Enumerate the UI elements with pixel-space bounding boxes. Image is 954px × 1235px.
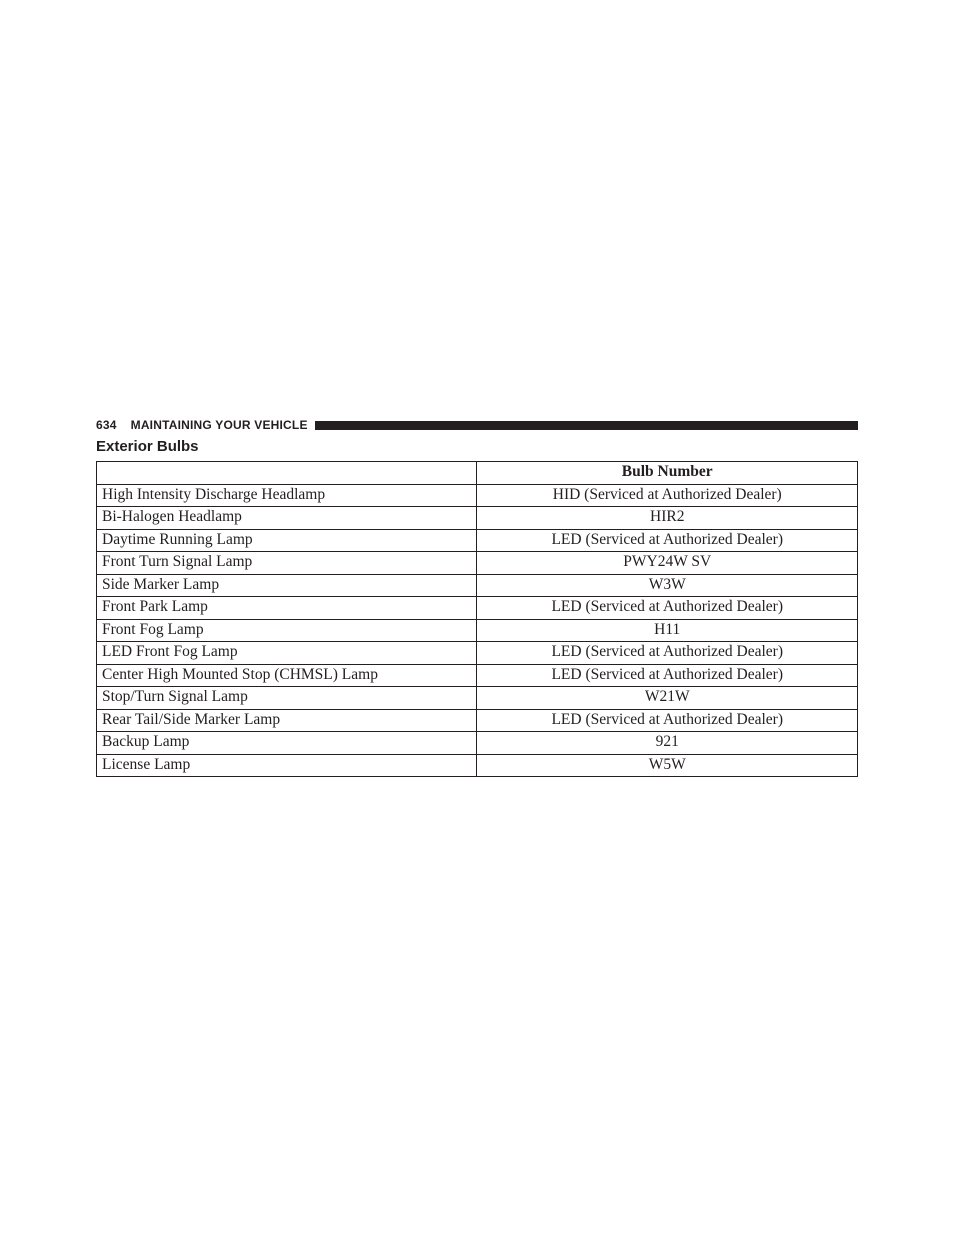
bulb-number: W5W (477, 754, 858, 777)
table-header-row (97, 462, 858, 485)
lamp-name: Stop/Turn Signal Lamp (97, 687, 477, 710)
table-row (97, 484, 858, 507)
bulb-number: LED (Serviced at Authorized Dealer) (477, 642, 858, 665)
bulb-number: HID (Serviced at Authorized Dealer) (477, 484, 858, 507)
lamp-name: Center High Mounted Stop (CHMSL) Lamp (97, 664, 477, 687)
table-row (97, 687, 858, 710)
bulb-number: LED (Serviced at Authorized Dealer) (477, 709, 858, 732)
column-header-lamp (97, 462, 477, 485)
bulb-number: PWY24W SV (477, 552, 858, 575)
lamp-name: Front Turn Signal Lamp (97, 552, 477, 575)
table-row (97, 619, 858, 642)
table-row (97, 709, 858, 732)
lamp-name: LED Front Fog Lamp (97, 642, 477, 665)
table-row (97, 507, 858, 530)
bulb-number: LED (Serviced at Authorized Dealer) (477, 597, 858, 620)
table-row (97, 574, 858, 597)
page-number: 634 (96, 418, 117, 432)
page-title: Exterior Bulbs (96, 438, 199, 455)
lamp-name: Front Fog Lamp (97, 619, 477, 642)
table-row (97, 642, 858, 665)
bulb-number: W21W (477, 687, 858, 710)
bulb-number: H11 (477, 619, 858, 642)
bulb-table (96, 461, 858, 777)
table-row (97, 732, 858, 755)
section-title: MAINTAINING YOUR VEHICLE (130, 418, 308, 432)
table-row (97, 552, 858, 575)
lamp-name: Rear Tail/Side Marker Lamp (97, 709, 477, 732)
lamp-name: License Lamp (97, 754, 477, 777)
bulb-number: HIR2 (477, 507, 858, 530)
table-row (97, 597, 858, 620)
table-row (97, 664, 858, 687)
lamp-name: Side Marker Lamp (97, 574, 477, 597)
bulb-number: W3W (477, 574, 858, 597)
lamp-name: Bi-Halogen Headlamp (97, 507, 477, 530)
header-rule (315, 421, 858, 430)
lamp-name: Backup Lamp (97, 732, 477, 755)
lamp-name: High Intensity Discharge Headlamp (97, 484, 477, 507)
lamp-name: Front Park Lamp (97, 597, 477, 620)
table-row (97, 529, 858, 552)
lamp-name: Daytime Running Lamp (97, 529, 477, 552)
column-header-bulb-number: Bulb Number (477, 462, 858, 485)
bulb-number: LED (Serviced at Authorized Dealer) (477, 529, 858, 552)
bulb-number: LED (Serviced at Authorized Dealer) (477, 664, 858, 687)
bulb-number: 921 (477, 732, 858, 755)
table-row (97, 754, 858, 777)
page-header (96, 417, 858, 433)
